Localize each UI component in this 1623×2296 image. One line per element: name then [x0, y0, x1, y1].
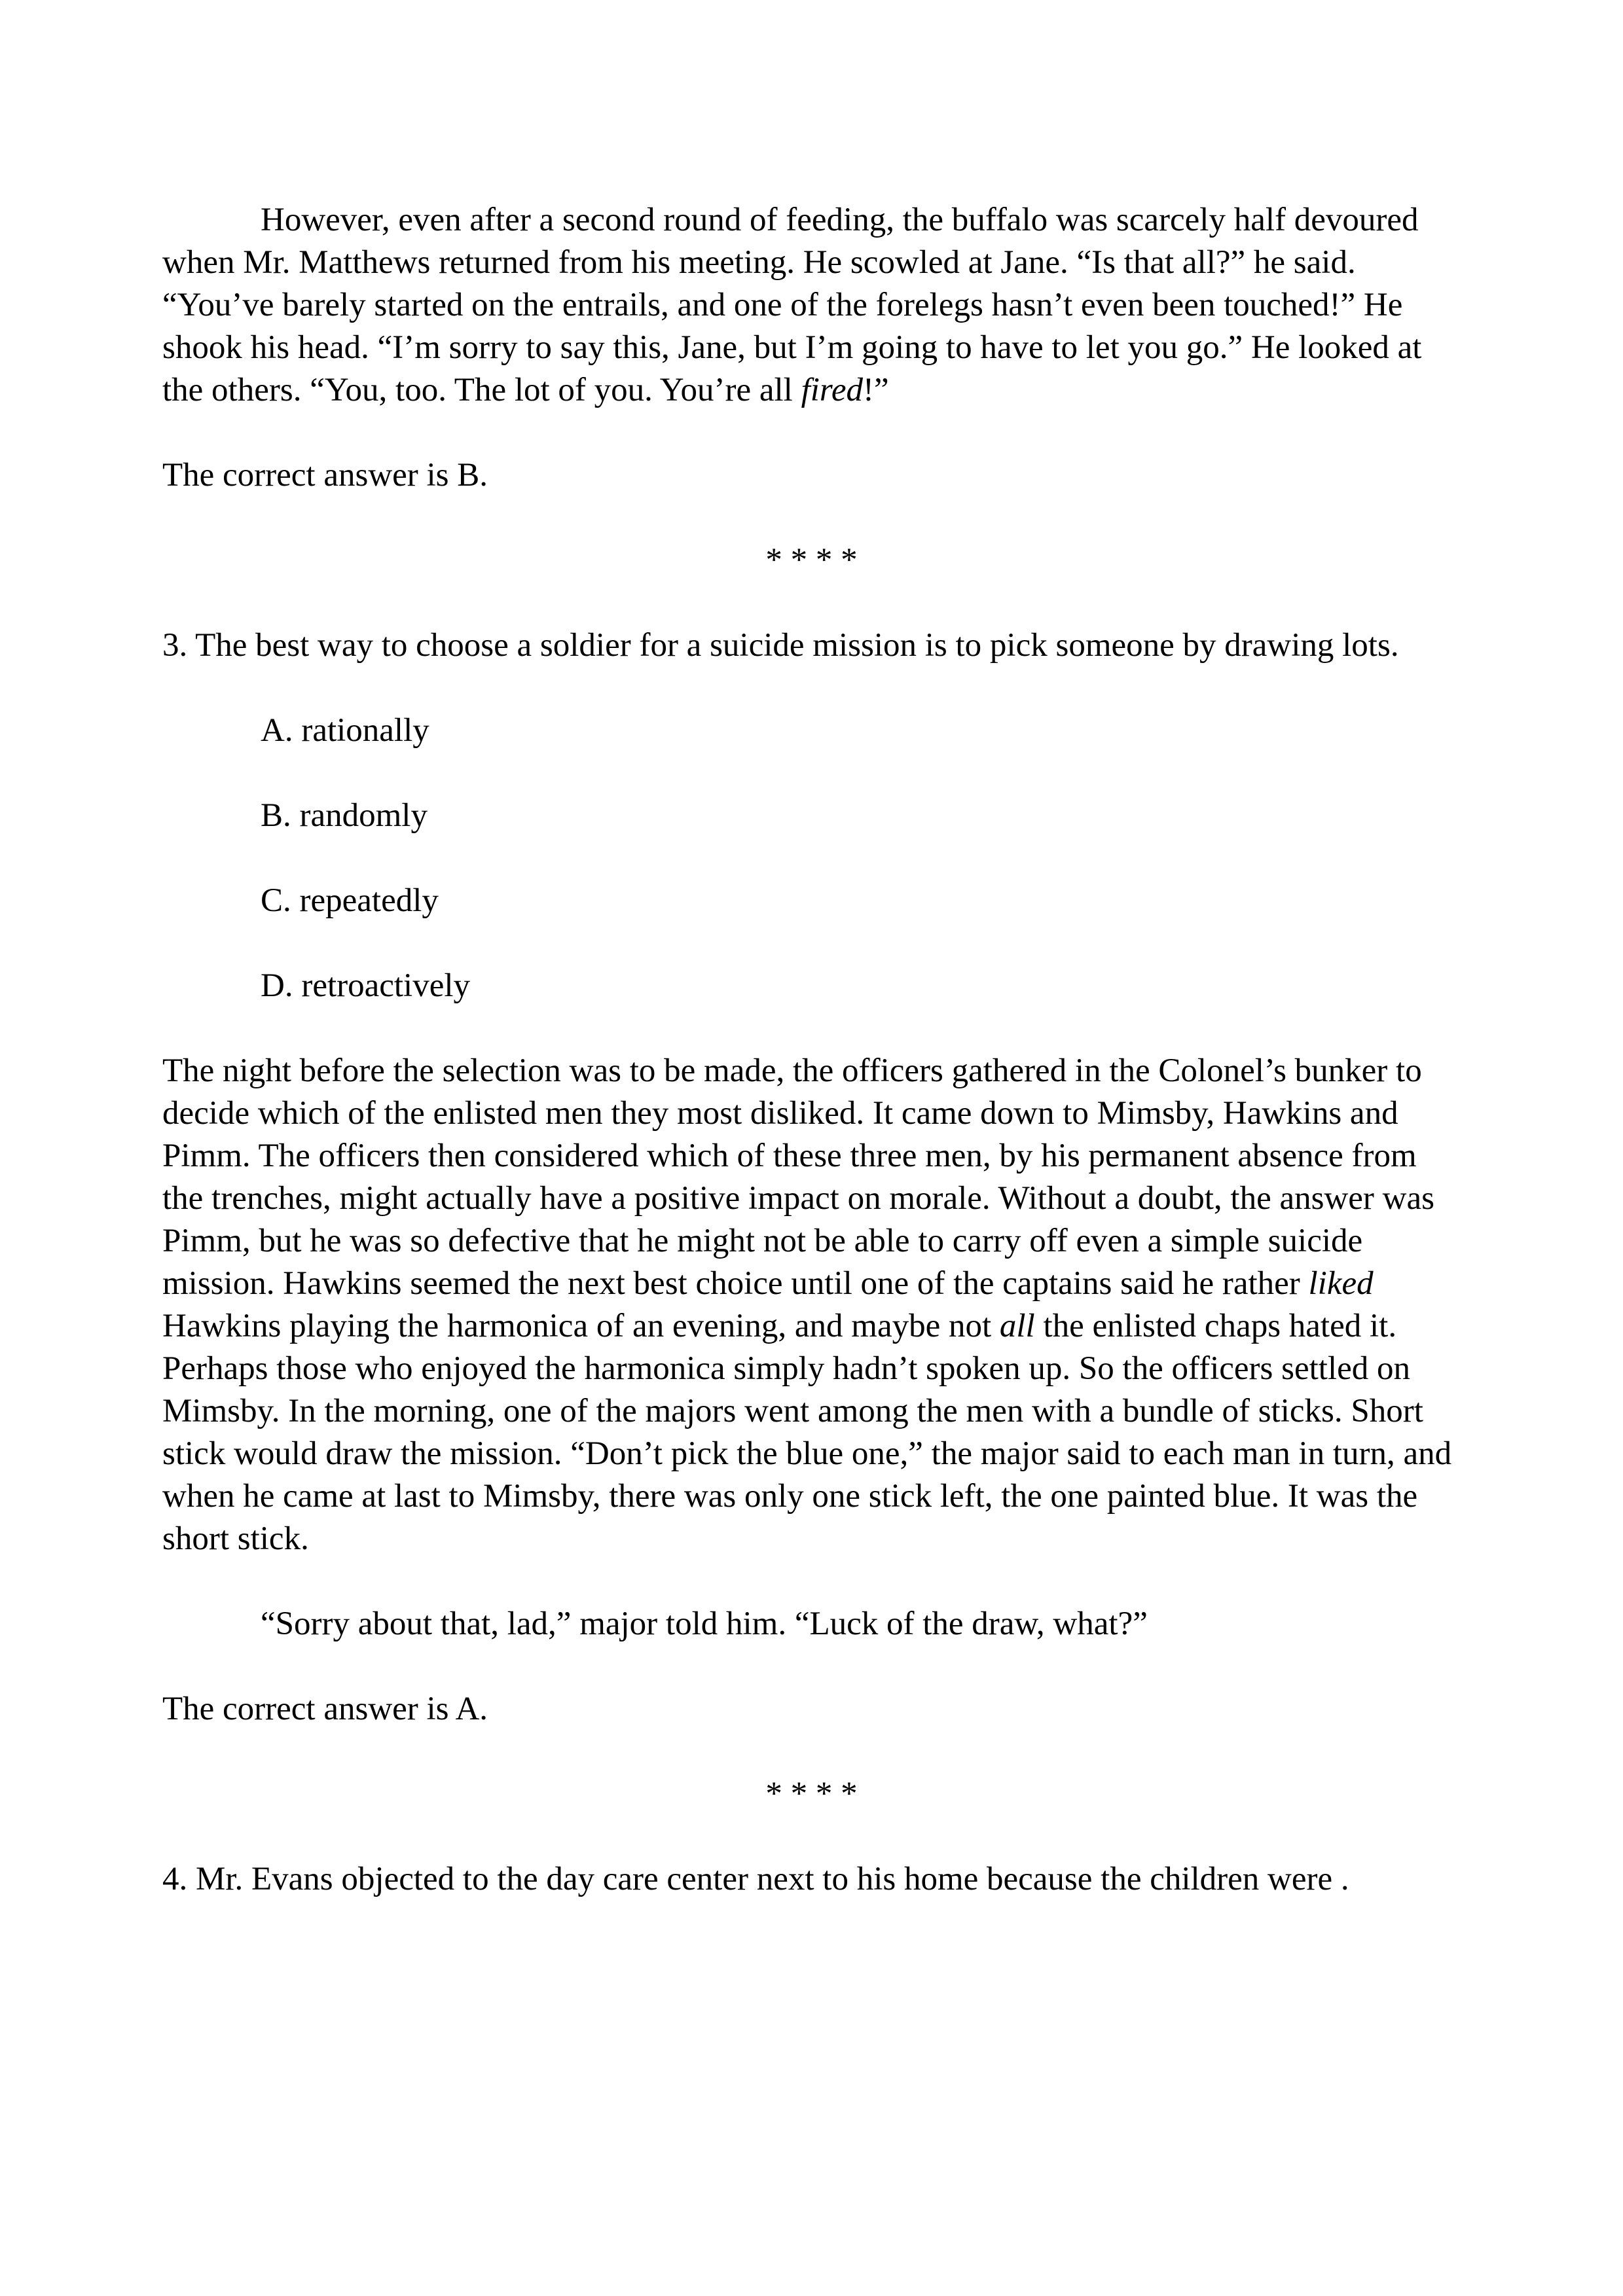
paragraph-text: !” — [863, 372, 889, 408]
paragraph-text: However, even after a second round of feeding, the buffalo was scarcely half devoured when Mr. Matthews returned from his meeting. He scowled at Jane. “Is that all?” he said. “You’ve barely started on the entrails, and one of the forelegs hasn’t even been touched!” He shook his head. “I’m sorry to say this, Jane, but I’m going to have to let you go.” He looked at the others. “You, too. The lot of you. You’re all — [162, 202, 1422, 408]
section-divider-1: * * * * — [765, 542, 858, 579]
correct-answer-b-text: The correct answer is B. — [162, 457, 488, 493]
question-4-text: 4. Mr. Evans objected to the day care center next to his home because the children were . — [162, 1861, 1349, 1897]
question-3-text: 3. The best way to choose a soldier for a suicide mission is to pick someone by drawing lots. — [162, 627, 1399, 664]
paragraph-text: Hawkins playing the harmonica of an evening, and maybe not — [162, 1308, 1000, 1344]
italic-word-all: all — [999, 1308, 1035, 1344]
paragraph-text: the enlisted chaps hated it. Perhaps those who enjoyed the harmonica simply hadn’t spoken up. So the officers settled on Mimsby. In the morning, one of the majors went among the men with a bundle of sticks. Short stick would draw the mission. “Don’t pick the blue one,” the major said to each man in turn, and when he came at last to Mimsby, there was only one stick left, the one painted blue. It was the short stick. — [162, 1308, 1452, 1557]
option-d: D. retroactively — [261, 967, 471, 1004]
correct-answer-a-text: The correct answer is A. — [162, 1691, 488, 1727]
quote-paragraph: “Sorry about that, lad,” major told him. “Luck of the draw, what?” — [261, 1605, 1148, 1642]
section-divider-2: * * * * — [765, 1776, 858, 1812]
option-a: A. rationally — [261, 712, 429, 749]
italic-word-liked: liked — [1308, 1265, 1374, 1302]
paragraph-text: The night before the selection was to be made, the officers gathered in the Colonel’s bunker to decide which of the enlisted men they most disliked. It came down to Mimsby, Hawkins and Pimm. The officers then considered which of these three men, by his permanent absence from the trenches, might actually have a positive impact on morale. Without a doubt, the answer was Pimm, but he was so defective that he might not be able to carry off even a simple suicide mission. Hawkins seemed the next best choice until one of the captains said he rather — [162, 1052, 1434, 1302]
answer-explanation-paragraph-2 — [162, 199, 1461, 412]
option-c: C. repeatedly — [261, 882, 439, 919]
answer-explanation-paragraph-3 — [162, 1050, 1461, 1560]
option-b: B. randomly — [261, 797, 428, 834]
italic-word-fired: fired — [801, 372, 864, 408]
